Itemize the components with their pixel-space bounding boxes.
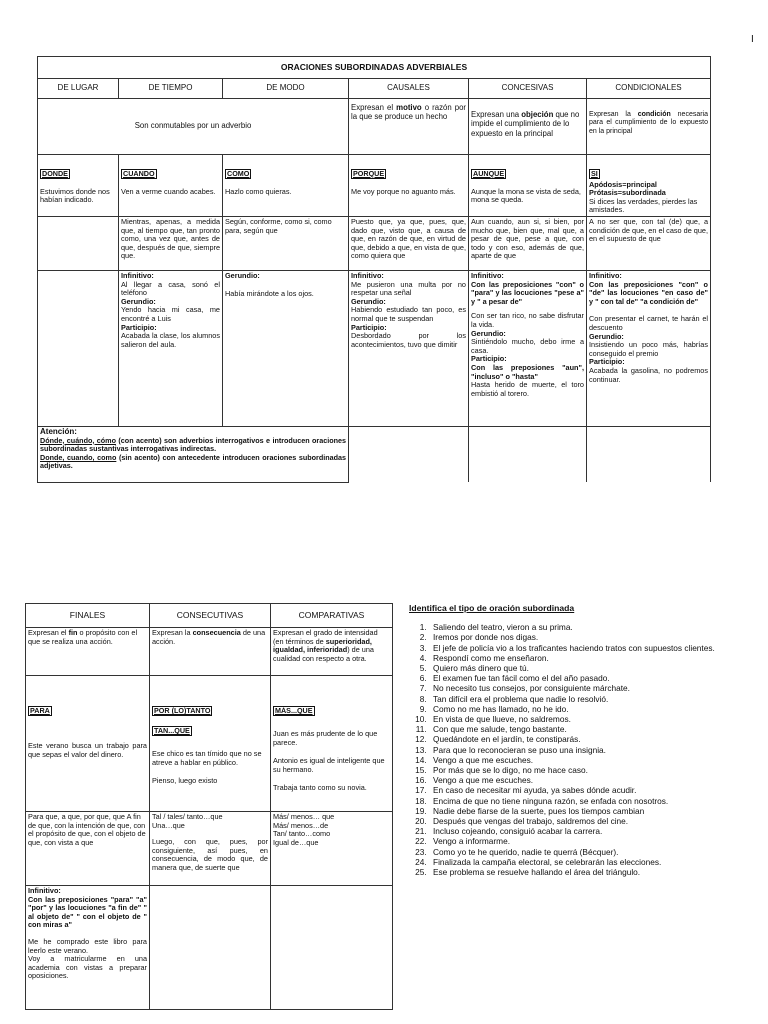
header-causales: CAUSALES <box>349 78 469 98</box>
exercise-item: 7. No necesito tus consejos, por consiguiente márchate. <box>429 683 756 693</box>
desc-consecutivas: Expresan la consecuencia de una acción. <box>150 628 271 676</box>
nexo-para: PARA <box>30 706 50 715</box>
cell-finales-example: PARA Este verano busca un trabajo para que sepas el valor del dinero. <box>26 676 150 812</box>
cell-empty-b <box>469 426 587 482</box>
cell-modo-forms: Gerundio: Había mirándote a los ojos. <box>223 270 349 426</box>
exercise-item: 11. Con que me salude, tengo bastante. <box>429 724 756 734</box>
nexo-como: COMO <box>227 168 250 178</box>
exercise-title: Identifica el tipo de oración subordinada <box>409 603 575 613</box>
cell-finales-nexos: Para que, a que, por que, que A fin de que, con la intención de que, con el propósito de que, con el objeto de que, con vista a que <box>26 812 150 886</box>
exercise-item: 12. Quedándote en el jardín, te constiparás. <box>429 734 756 744</box>
exercise-item: 3. El jefe de policía vio a los traficantes haciendo tratos con supuestos clientes. <box>429 643 756 653</box>
cell-tiempo-nexos: Mientras, apenas, a medida que, al tiempo que, tan pronto como, una vez que, antes de que, después de que, siempre que. <box>119 216 223 270</box>
nexo-tan-que: TAN...QUE <box>154 726 190 735</box>
attention-note: Atención: Dónde, cuándo, cómo (con acento) son adverbios interrogativos e introducen oraciones subordinadas sustantivas interrogativas indirectas. Donde, cuando, como (sin acento) con antecedente introducen oraciones subordinadas adjetivas. <box>38 426 349 482</box>
exercise-item: 13. Para que lo reconocieran se puso una insignia. <box>429 745 756 755</box>
exercise-item: 5. Quiero más dinero que tú. <box>429 663 756 673</box>
cell-empty-a <box>349 426 469 482</box>
header-de-lugar: DE LUGAR <box>38 78 119 98</box>
cell-comparativas-nexos: Más/ menos… que Más/ menos…de Tan/ tanto…como Igual de…que <box>271 812 393 886</box>
exercise-item: 10. En vista de que llueve, no saldremos. <box>429 714 756 724</box>
nexo-cuando: CUANDO <box>123 168 155 178</box>
cell-causales-forms: Infinitivo: Me pusieron una multa por no respetar una señal Gerundio: Habiendo estudiado tan poco, es normal que te suspendan Participio: Desbordado por los acontecimientos, tuvo que dimitir <box>349 270 469 426</box>
cell-concesivas-example: AUNQUE Aunque la mona se vista de seda, mona se queda. <box>469 154 587 216</box>
exercise-item: 21. Incluso cojeando, consiguió acabar la carrera. <box>429 826 756 836</box>
desc-concesivas: Expresan una objeción que no impide el cumplimiento de lo expuesto en la principal <box>469 98 587 154</box>
header-comparativas: COMPARATIVAS <box>271 604 393 628</box>
exercise-item: 6. El examen fue tan fácil como el del año pasado. <box>429 673 756 683</box>
exercise-item: 23. Como yo te he querido, nadie te querrá (Bécquer). <box>429 847 756 857</box>
exercise-item: 17. En caso de necesitar mi ayuda, ya sabes dónde acudir. <box>429 785 756 795</box>
cell-consecutivas-nexos: Tal / tales/ tanto…que Una…que Luego, con que, pues, por consiguiente, así pues, en consecuencia, de modo que, de manera que, de suerte que <box>150 812 271 886</box>
exercise-item: 16. Vengo a que me escuches. <box>429 775 756 785</box>
cell-concesivas-forms: Infinitivo: Con las preposiciones "con" o "para" y las locuciones "pese a" y " a pesar de" Con ser tan rico, no sabe disfrutar la vida. Gerundio: Sintiéndolo mucho, debo irme a casa. Participio: Con las preposiones "aun", "incluso" o "hasta" Hasta herido de muerte, el toro embistió al torero. <box>469 270 587 426</box>
desc-comparativas: Expresan el grado de intensidad (en términos de superioridad, igualdad, inferioridad) de una cualidad con respecto a otra. <box>271 628 393 676</box>
cell-tiempo-example: CUANDO Ven a verme cuando acabes. <box>119 154 223 216</box>
cell-concesivas-nexos: Aun cuando, aun si, si bien, por mucho que, bien que, mal que, a pesar de que, pese a que, con todo y con eso, además de que, aparte de que <box>469 216 587 270</box>
more-adverbial-clauses-table <box>25 603 393 1010</box>
header-de-modo: DE MODO <box>223 78 349 98</box>
exercise-item: 9. Como no me has llamado, no he ido. <box>429 704 756 714</box>
cell-modo-example: COMO Hazlo como quieras. <box>223 154 349 216</box>
exercise-item: 8. Tan difícil era el problema que nadie lo resolvió. <box>429 694 756 704</box>
nexo-por-lo-tanto: POR (LO)TANTO <box>154 706 211 715</box>
header-concesivas: CONCESIVAS <box>469 78 587 98</box>
exercise-item: 18. Encima de que no tiene ninguna razón, se enfada con nosotros. <box>429 796 756 806</box>
desc-shared: Son conmutables por un adverbio <box>38 98 349 154</box>
cell-consecutivas-example: POR (LO)TANTO TAN...QUE Ese chico es tan tímido que no se atreve a hablar en público. Pienso, luego existo <box>150 676 271 812</box>
cell-comparativas-example: MÁS...QUE Juan es más prudente de lo que parece. Antonio es igual de inteligente que su hermano. Trabaja tanto como su novia. <box>271 676 393 812</box>
cell-empty-e <box>271 886 393 1010</box>
nexo-donde: DONDE <box>42 168 68 178</box>
desc-causales: Expresan el motivo o razón por la que se produce un hecho <box>349 98 469 154</box>
header-condicionales: CONDICIONALES <box>587 78 711 98</box>
cell-condicionales-example: SI Apódosis=principal Prótasis=subordinada Si dices las verdades, pierdes las amistades. <box>587 154 711 216</box>
exercise-section <box>406 603 756 877</box>
desc-condicionales: Expresan la condición necesaria para el cumplimiento de lo expuesto en la principal <box>587 98 711 154</box>
cell-lugar-forms <box>38 270 119 426</box>
cell-finales-infinitivo: Infinitivo: Con las preposiciones "para" "a" "por" y las locuciones "a fin de" " al objeto de" " con el objeto de " con miras a" Me he comprado este libro para leerlo este verano. Voy a matricularme en una academia con vistas a preparar oposiciones. <box>26 886 150 1010</box>
exercise-item: 19. Nadie debe fiarse de la suerte, pues los tiempos cambian <box>429 806 756 816</box>
exercise-item: 2. Iremos por donde nos digas. <box>429 632 756 642</box>
exercise-item: 14. Vengo a que me escuches. <box>429 755 756 765</box>
nexo-porque: PORQUE <box>353 168 385 178</box>
exercise-item: 4. Respondí como me enseñaron. <box>429 653 756 663</box>
exercise-item: 1. Saliendo del teatro, vieron a su prima. <box>429 622 756 632</box>
header-consecutivas: CONSECUTIVAS <box>150 604 271 628</box>
nexo-aunque: AUNQUE <box>473 168 505 178</box>
nexo-si: SI <box>591 168 598 178</box>
cell-tiempo-forms: Infinitivo: Al llegar a casa, sonó el teléfono Gerundio: Yendo hacia mi casa, me encontré a Luis Participio: Acabada la clase, los alumnos salieron del aula. <box>119 270 223 426</box>
exercise-list <box>406 622 756 877</box>
cell-empty-d <box>150 886 271 1010</box>
exercise-item: 25. Ese problema se resuelve hallando el área del triángulo. <box>429 867 756 877</box>
cell-condicionales-nexos: A no ser que, con tal (de) que, a condición de que, en el caso de que, en el supuesto de que <box>587 216 711 270</box>
adverbial-clauses-table <box>37 56 711 483</box>
corner-mark: I <box>751 34 754 45</box>
exercise-item: 24. Finalizada la campaña electoral, se celebrarán las elecciones. <box>429 857 756 867</box>
nexo-mas-que: MÁS...QUE <box>275 706 313 715</box>
desc-finales: Expresan el fin o propósito con el que se realiza una acción. <box>26 628 150 676</box>
cell-causales-nexos: Puesto que, ya que, pues, que, dado que, visto que, a causa de que, en razón de que, en virtud de que, debido a que, en vista de que, como quiera que <box>349 216 469 270</box>
exercise-item: 22. Vengo a informarme. <box>429 836 756 846</box>
header-finales: FINALES <box>26 604 150 628</box>
header-de-tiempo: DE TIEMPO <box>119 78 223 98</box>
cell-modo-nexos: Según, conforme, como si, como para, según que <box>223 216 349 270</box>
table-title: ORACIONES SUBORDINADAS ADVERBIALES <box>38 57 711 79</box>
cell-condicionales-forms: Infinitivo: Con las preposiciones "con" o "de" las locuciones "en caso de" y " con tal de" "a condición de" Con presentar el carnet, te harán el descuento Gerundio: Insistiendo un poco más, habrías conseguido el premio Participio: Acabada la gasolina, no podremos continuar. <box>587 270 711 426</box>
cell-causales-example: PORQUE Me voy porque no aguanto más. <box>349 154 469 216</box>
exercise-item: 20. Después que vengas del trabajo, saldremos del cine. <box>429 816 756 826</box>
cell-empty-c <box>587 426 711 482</box>
exercise-item: 15. Por más que se lo digo, no me hace caso. <box>429 765 756 775</box>
cell-lugar-nexos <box>38 216 119 270</box>
cell-lugar-example: DONDE Estuvimos donde nos habían indicado. <box>38 154 119 216</box>
